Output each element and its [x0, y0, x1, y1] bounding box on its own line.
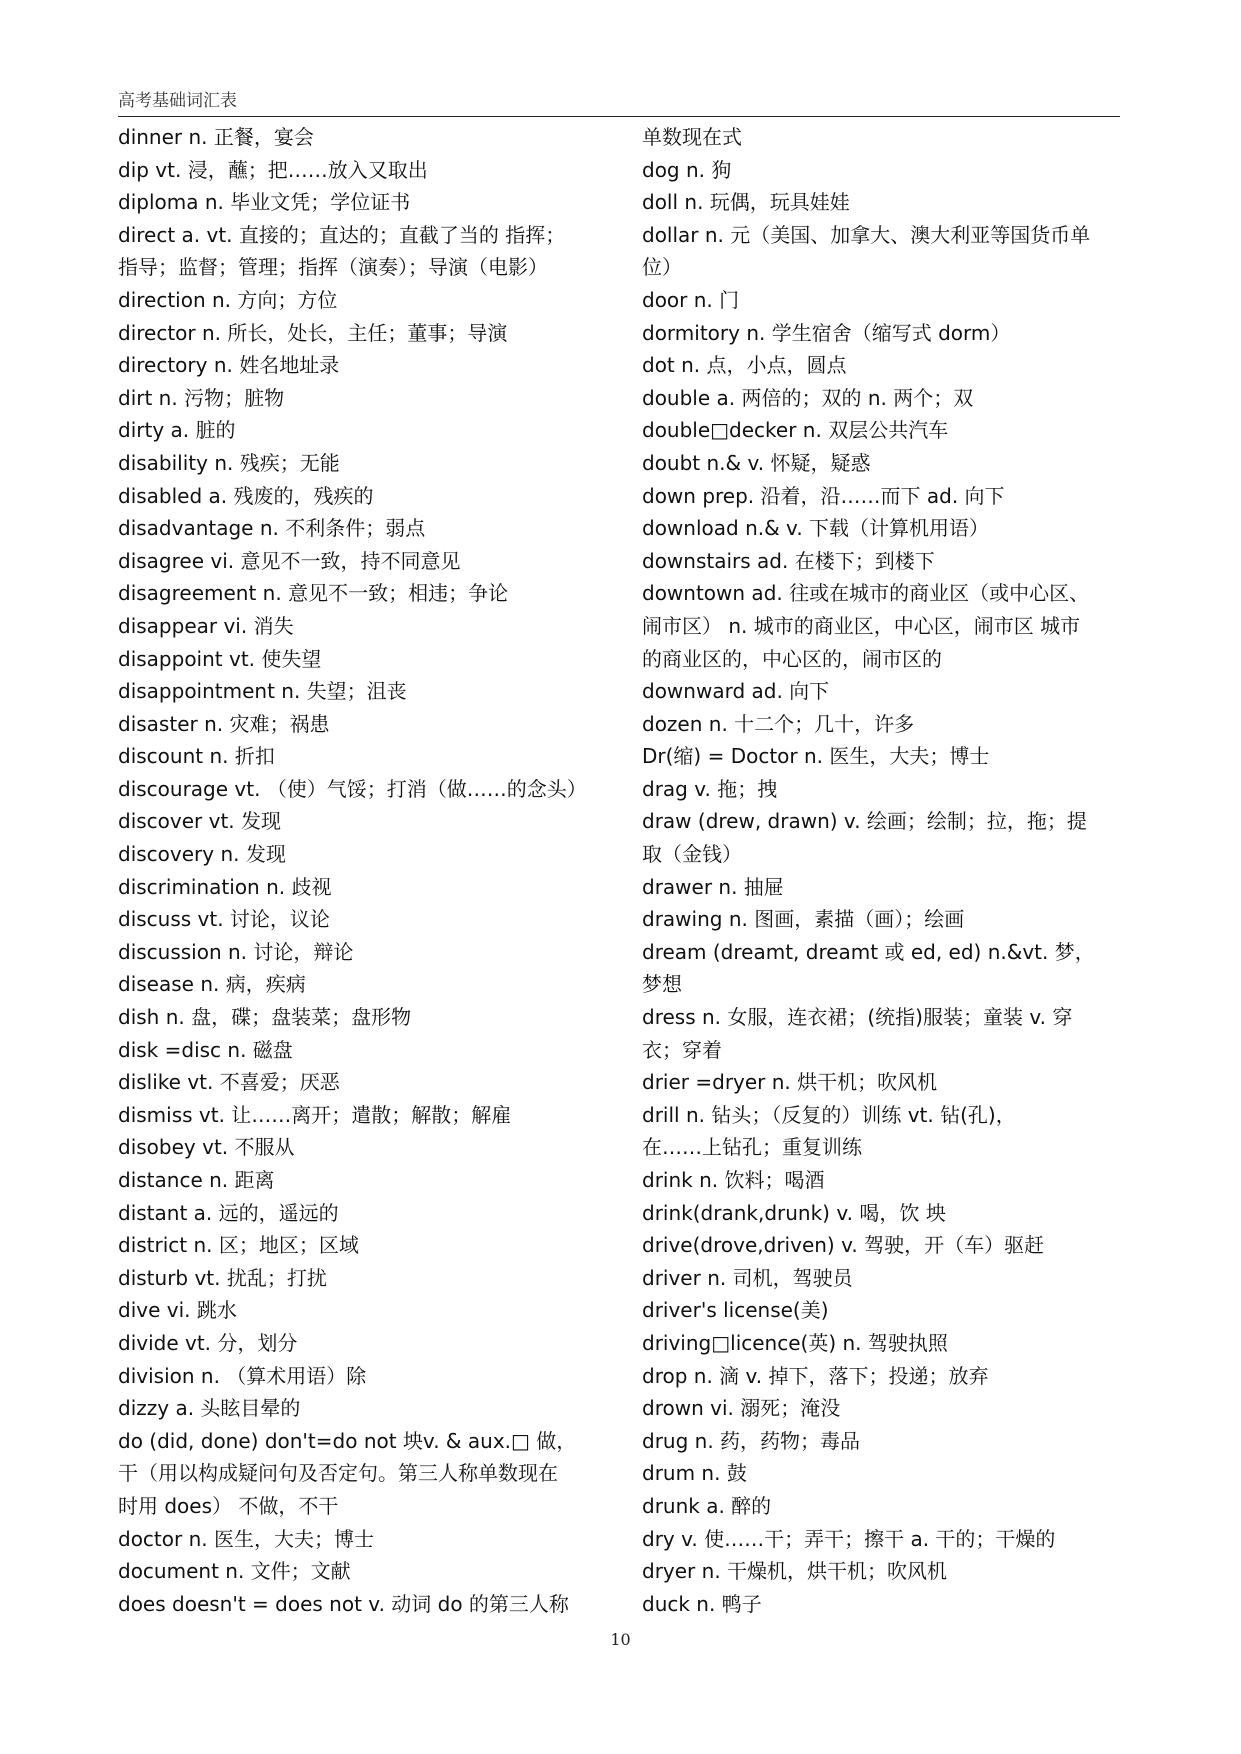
vocab-line: duck n. 鸭子 — [642, 1591, 762, 1616]
vocab-line: disability n. 残疾；无能 — [118, 450, 340, 475]
vocab-line: discount n. 折扣 — [118, 744, 275, 769]
vocab-line: drill n. 钻头；（反复的）训练 vt. 钻(孔)， — [642, 1102, 1016, 1127]
vocab-line: downward ad. 向下 — [642, 679, 830, 704]
vocab-line: diploma n. 毕业文凭；学位证书 — [118, 190, 411, 215]
vocab-line: do (did, done) don't=do not 坱v. & aux.□ 做， — [118, 1428, 577, 1453]
vocab-line: director n. 所长，处长，主任；董事；导演 — [118, 320, 508, 345]
vocab-line: drunk a. 醉的 — [642, 1493, 772, 1518]
vocab-line: disaster n. 灾难；祸患 — [118, 711, 330, 736]
vocab-line: drier =dryer n. 烘干机；吹风机 — [642, 1070, 938, 1095]
vocab-line: Dr(缩) = Doctor n. 医生，大夫；博士 — [642, 744, 990, 769]
vocab-line: disappear vi. 消失 — [118, 613, 294, 638]
vocab-line: dream (dreamt, dreamt 或 ed, ed) n.&vt. 梦， — [642, 939, 1095, 964]
vocab-line: direction n. 方向；方位 — [118, 287, 338, 312]
vocab-line: discovery n. 发现 — [118, 842, 286, 867]
vocab-line: directory n. 姓名地址录 — [118, 353, 340, 378]
vocab-line: dozen n. 十二个；几十，许多 — [642, 711, 915, 736]
vocab-line: dizzy a. 头眩目晕的 — [118, 1396, 301, 1421]
vocab-line: 衣；穿着 — [642, 1037, 722, 1062]
vocab-line: disobey vt. 不服从 — [118, 1135, 295, 1160]
vocab-line: dormitory n. 学生宿舍（缩写式 dorm） — [642, 320, 1011, 345]
vocab-line: dirty a. 脏的 — [118, 418, 236, 443]
vocab-line: disturb vt. 扰乱；打扰 — [118, 1265, 327, 1290]
page-header — [118, 86, 1120, 117]
vocab-line: double a. 两倍的；双的 n. 两个；双 — [642, 385, 974, 410]
page-number: 10 — [610, 1630, 631, 1649]
vocab-line: down prep. 沿着，沿……而下 ad. 向下 — [642, 483, 1005, 508]
vocab-line: drawing n. 图画，素描（画）；绘画 — [642, 907, 965, 932]
vocab-line: 指导；监督；管理；指挥（演奏）；导演（电影） — [118, 255, 548, 280]
vocab-line: door n. 门 — [642, 287, 740, 312]
vocab-line: does doesn't = does not v. 动词 do 的第三人称 — [118, 1591, 569, 1616]
vocab-line: dry v. 使……干；弄干；擦干 a. 干的；干燥的 — [642, 1526, 1056, 1551]
vocab-line: disagree vi. 意见不一致，持不同意见 — [118, 548, 461, 573]
vocab-line: downstairs ad. 在楼下；到楼下 — [642, 548, 935, 573]
vocab-line: disadvantage n. 不利条件；弱点 — [118, 516, 426, 541]
vocab-line: download n.& v. 下载（计算机用语） — [642, 516, 990, 541]
vocab-line: dot n. 点，小点，圆点 — [642, 353, 847, 378]
vocab-line: doll n. 玩偶，玩具娃娃 — [642, 190, 850, 215]
vocab-line: disagreement n. 意见不一致；相违；争论 — [118, 581, 509, 606]
vocab-line: district n. 区；地区；区域 — [118, 1233, 359, 1258]
vocab-line: draw (drew, drawn) v. 绘画；绘制；拉，拖；提 — [642, 809, 1087, 834]
vocab-line: drink(drank,drunk) v. 喝，饮 坱 — [642, 1200, 946, 1225]
vocab-line: discourage vt. （使）气馁；打消（做……的念头） — [118, 776, 587, 801]
vocab-line: divide vt. 分，划分 — [118, 1330, 298, 1355]
vocab-line: drive(drove,driven) v. 驾驶，开（车）驱赶 — [642, 1233, 1045, 1258]
vocab-line: division n. （算术用语）除 — [118, 1363, 367, 1388]
vocab-line: driving□licence(英) n. 驾驶执照 — [642, 1330, 948, 1355]
left-column — [118, 121, 618, 1620]
vocab-line: dive vi. 跳水 — [118, 1298, 237, 1323]
vocab-line: drawer n. 抽屉 — [642, 874, 784, 899]
vocab-line: drown vi. 溺死；淹没 — [642, 1396, 841, 1421]
vocab-line: discrimination n. 歧视 — [118, 874, 332, 899]
vocab-line: dryer n. 干燥机，烘干机；吹风机 — [642, 1559, 948, 1584]
vocab-line: disk =disc n. 磁盘 — [118, 1037, 293, 1062]
vocab-line: dinner n. 正餐，宴会 — [118, 125, 314, 149]
vocab-line: drag v. 拖；拽 — [642, 776, 778, 801]
vocab-line: 在……上钻孔；重复训练 — [642, 1135, 862, 1160]
vocab-line: driver n. 司机，驾驶员 — [642, 1265, 853, 1290]
vocab-line: 闹市区） n. 城市的商业区，中心区，闹市区 城市 — [642, 613, 1081, 638]
vocab-line: disabled a. 残废的，残疾的 — [118, 483, 374, 508]
vocab-line: dirt n. 污物；脏物 — [118, 385, 285, 410]
vocab-line: double□decker n. 双层公共汽车 — [642, 418, 949, 443]
vocab-line: dislike vt. 不喜爱；厌恶 — [118, 1070, 340, 1095]
header-title: 高考基础词汇表 — [118, 91, 237, 111]
vocab-line: drink n. 饮料；喝酒 — [642, 1168, 825, 1192]
vocab-line: direct a. vt. 直接的；直达的；直截了当的 指挥； — [118, 222, 566, 247]
vocab-line: disappoint vt. 使失望 — [118, 646, 322, 671]
vocab-line: downtown ad. 往或在城市的商业区（或中心区、 — [642, 581, 1090, 606]
vocab-line: discover vt. 发现 — [118, 809, 282, 834]
vocab-line: distant a. 远的，遥远的 — [118, 1200, 339, 1225]
right-column — [642, 121, 1120, 1620]
vocab-line: dog n. 狗 — [642, 157, 732, 182]
vocab-line: drum n. 鼓 — [642, 1461, 747, 1486]
vocab-line: disappointment n. 失望；沮丧 — [118, 679, 407, 704]
vocab-line: dip vt. 浸，蘸；把……放入又取出 — [118, 157, 428, 182]
vocab-line: 干（用以构成疑问句及否定句。第三人称单数现在 — [118, 1461, 558, 1486]
vocab-line: dish n. 盘，碟；盘装菜；盘形物 — [118, 1005, 412, 1030]
vocab-line: driver's license(美) — [642, 1298, 829, 1323]
vocab-line: 位） — [642, 255, 682, 280]
vocab-line: discuss vt. 讨论，议论 — [118, 907, 330, 932]
vocab-line: 时用 does） 不做，不干 — [118, 1493, 339, 1518]
vocab-line: dismiss vt. 让……离开；遣散；解散；解雇 — [118, 1102, 512, 1127]
vocab-line: 单数现在式 — [642, 125, 742, 149]
vocab-line: distance n. 距离 — [118, 1168, 275, 1192]
vocab-line: dollar n. 元（美国、加拿大、澳大利亚等国货币单 — [642, 222, 1091, 247]
vocab-line: drop n. 滴 v. 掉下，落下；投递；放弃 — [642, 1363, 989, 1388]
vocab-line: discussion n. 讨论，辩论 — [118, 939, 354, 964]
vocab-line: 梦想 — [642, 972, 682, 997]
vocab-line: dress n. 女服，连衣裙；(统指)服装；童装 v. 穿 — [642, 1005, 1073, 1030]
vocab-line: 的商业区的，中心区的，闹市区的 — [642, 646, 942, 671]
vocab-line: drug n. 药，药物；毒品 — [642, 1428, 861, 1453]
vocab-line: document n. 文件；文献 — [118, 1559, 351, 1584]
vocab-line: doctor n. 医生，大夫；博士 — [118, 1526, 374, 1551]
vocab-line: disease n. 病，疾病 — [118, 972, 306, 997]
vocab-line: 取（金钱） — [642, 842, 742, 867]
vocab-line: doubt n.& v. 怀疑，疑惑 — [642, 450, 871, 475]
